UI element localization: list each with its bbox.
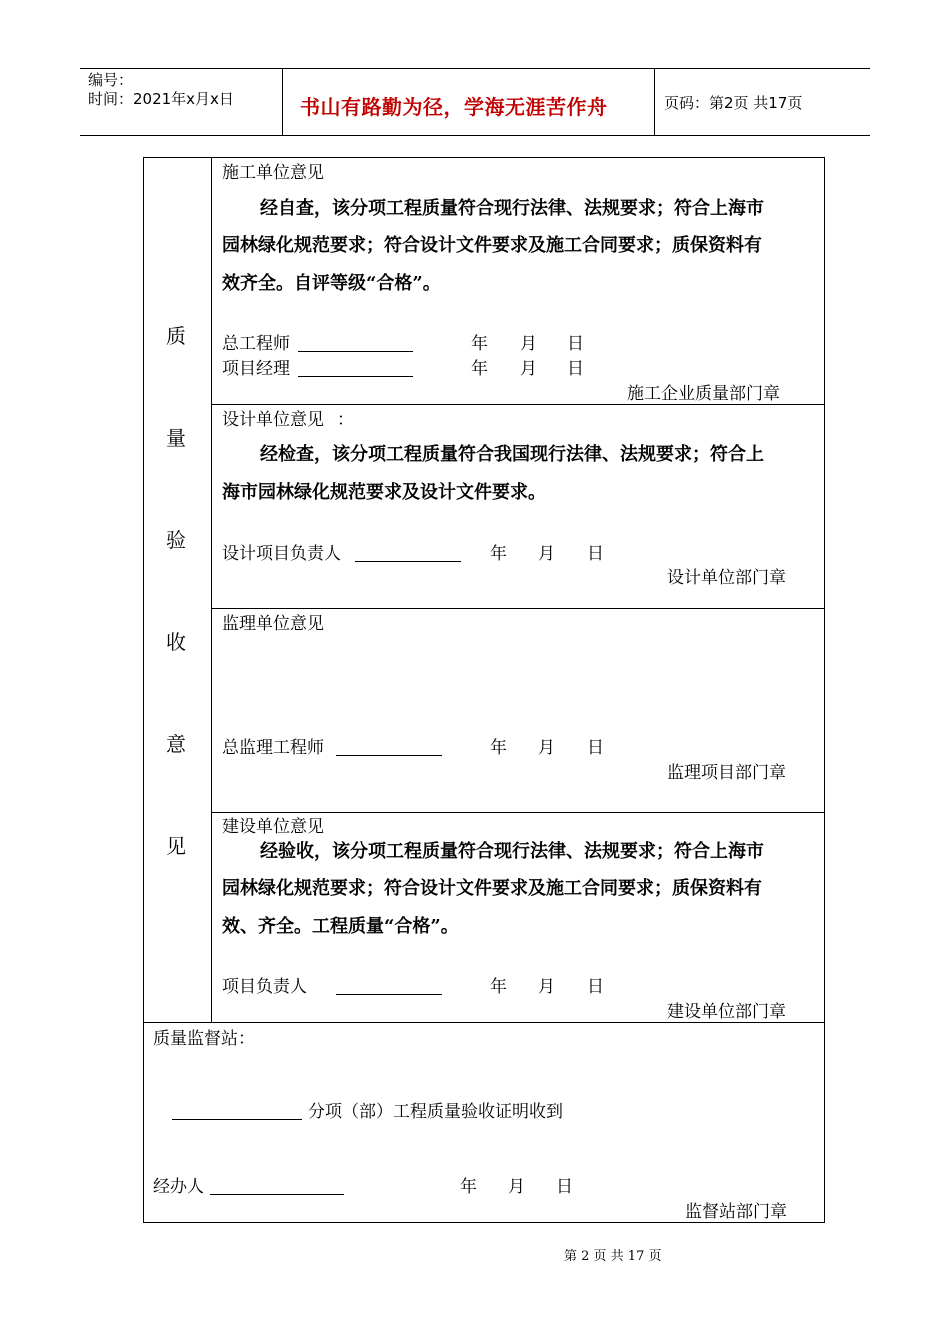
construction-body-line: 效齐全。自评等级“合格”。	[222, 273, 441, 294]
owner-title: 建设单位意见	[222, 817, 324, 837]
design-lead-label: 设计项目负责人	[222, 544, 341, 564]
date-year: 年	[490, 738, 507, 758]
left-label-char: 量	[166, 426, 186, 450]
date-month: 月	[538, 738, 555, 758]
date-month: 月	[538, 977, 555, 997]
receipt-blank-line	[172, 1119, 302, 1120]
date-month: 月	[508, 1177, 525, 1197]
construction-stamp: 施工企业质量部门章	[627, 384, 780, 404]
header-top-rule	[80, 68, 870, 69]
date-day: 日	[587, 738, 604, 758]
design-title-colon: ：	[337, 410, 354, 430]
header-page-code: 页码：第2页 共17页	[664, 94, 803, 112]
page-footer: 第 2 页 共 17 页	[564, 1249, 662, 1264]
design-body-line: 经检查，该分项工程质量符合我国现行法律、法规要求；符合上	[260, 444, 764, 465]
owner-lead-signature-line	[336, 994, 442, 995]
date-day: 日	[567, 334, 584, 354]
left-label-char: 验	[166, 528, 186, 552]
supervision-title: 监理单位意见	[222, 614, 324, 634]
header-divider-left	[282, 68, 283, 136]
left-label-char: 收	[166, 630, 186, 654]
header-motto: 书山有路勤为径，学海无涯苦作舟	[300, 95, 608, 119]
date-year: 年	[460, 1177, 477, 1197]
form-column-divider	[211, 157, 212, 1023]
construction-body-line: 经自查，该分项工程质量符合现行法律、法规要求；符合上海市	[260, 198, 764, 219]
owner-stamp: 建设单位部门章	[667, 1002, 786, 1022]
owner-body-line: 效、齐全。工程质量“合格”。	[222, 916, 459, 937]
date-month: 月	[520, 359, 537, 379]
project-manager-signature-line	[298, 376, 413, 377]
date-month: 月	[520, 334, 537, 354]
chief-engineer-label: 总工程师	[222, 334, 290, 354]
owner-lead-label: 项目负责人	[222, 977, 307, 997]
chief-supervisor-label: 总监理工程师	[222, 738, 324, 758]
left-label-char: 见	[166, 834, 186, 858]
station-stamp: 监督站部门章	[685, 1202, 787, 1222]
date-year: 年	[490, 544, 507, 564]
design-title: 设计单位意见	[222, 410, 324, 430]
header-divider-right	[654, 68, 655, 136]
left-label-char: 意	[166, 732, 186, 756]
design-lead-signature-line	[355, 561, 461, 562]
supervision-stamp: 监理项目部门章	[667, 763, 786, 783]
chief-engineer-signature-line	[298, 351, 413, 352]
receipt-text: 分项（部）工程质量验收证明收到	[308, 1102, 563, 1122]
design-body-line: 海市园林绿化规范要求及设计文件要求。	[222, 482, 546, 503]
header-bottom-rule	[80, 135, 870, 136]
station-title: 质量监督站：	[153, 1029, 255, 1049]
chief-supervisor-signature-line	[336, 755, 442, 756]
date-year: 年	[490, 977, 507, 997]
date-year: 年	[471, 334, 488, 354]
header-time-label: 时间：2021年x月x日	[88, 90, 234, 108]
row-divider-3	[211, 812, 824, 813]
date-day: 日	[556, 1177, 573, 1197]
design-stamp: 设计单位部门章	[667, 568, 786, 588]
handler-label: 经办人	[153, 1177, 204, 1197]
handler-signature-line	[210, 1194, 344, 1195]
construction-body-line: 园林绿化规范要求；符合设计文件要求及施工合同要求；质保资料有	[222, 235, 762, 256]
row-divider-2	[211, 608, 824, 609]
date-day: 日	[567, 359, 584, 379]
left-label-char: 质	[166, 324, 186, 348]
construction-title: 施工单位意见	[222, 163, 324, 183]
date-day: 日	[587, 544, 604, 564]
date-year: 年	[471, 359, 488, 379]
owner-body-line: 园林绿化规范要求；符合设计文件要求及施工合同要求；质保资料有	[222, 878, 762, 899]
owner-body-line: 经验收，该分项工程质量符合现行法律、法规要求；符合上海市	[260, 841, 764, 862]
project-manager-label: 项目经理	[222, 359, 290, 379]
header-number-label: 编号：	[88, 71, 134, 89]
date-day: 日	[587, 977, 604, 997]
date-month: 月	[538, 544, 555, 564]
